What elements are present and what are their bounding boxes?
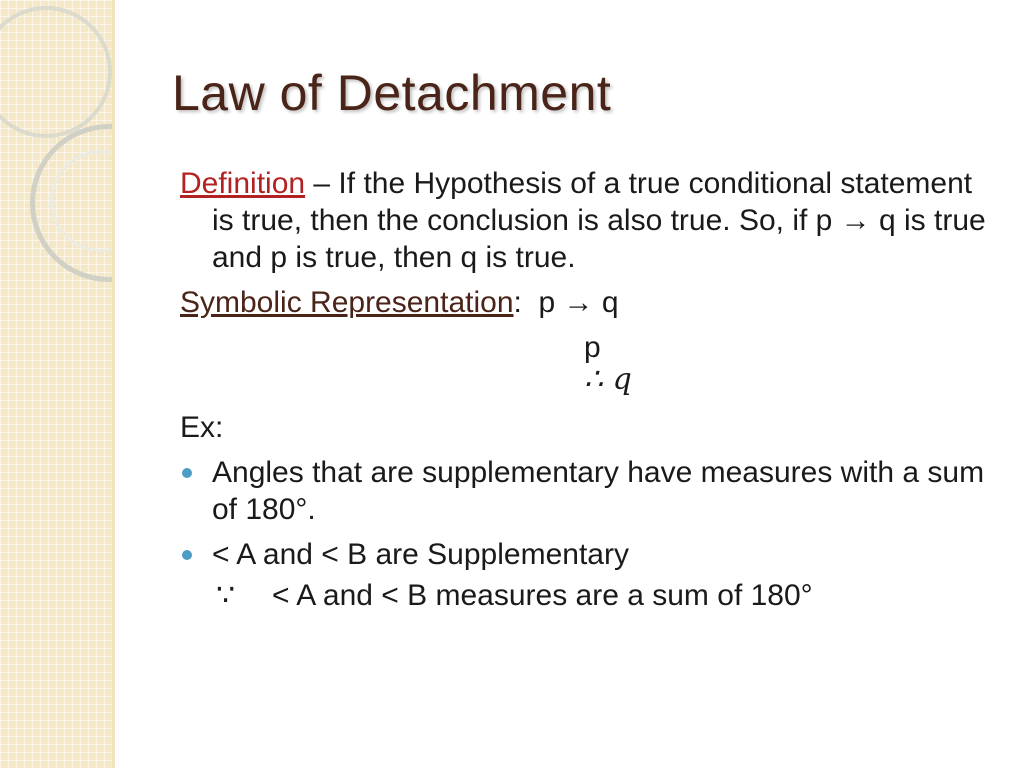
symbolic-conclusion-row bbox=[180, 361, 1000, 401]
bullet-text: Angles that are supplementary have measures with a sum of 180°. bbox=[212, 456, 985, 526]
decorative-sidebar bbox=[0, 0, 112, 768]
definition-term: Definition bbox=[180, 167, 306, 200]
symbolic-line-2-row bbox=[180, 321, 1000, 364]
because-text: < A and < B measures are a sum of 180° bbox=[272, 579, 813, 612]
therefore-symbol: ∴ bbox=[584, 362, 604, 397]
sidebar-edge bbox=[112, 0, 115, 768]
symbolic-term: Symbolic Representation bbox=[180, 286, 514, 319]
bullet-icon bbox=[182, 550, 192, 560]
bullet-text: < A and < B are Supplementary bbox=[212, 538, 629, 571]
because-line bbox=[180, 577, 1000, 614]
conclusion-variable: q bbox=[612, 362, 632, 397]
list-item bbox=[180, 536, 1000, 573]
slide-content bbox=[180, 165, 1000, 614]
slide-title: Law of Detachment bbox=[172, 65, 612, 121]
bullet-icon bbox=[182, 468, 192, 478]
definition-paragraph bbox=[180, 165, 1000, 276]
symbolic-line-1: p → q bbox=[538, 286, 619, 319]
symbolic-paragraph bbox=[180, 284, 1000, 321]
list-item bbox=[180, 454, 1000, 528]
decorative-ring bbox=[0, 6, 112, 138]
example-label: Ex: bbox=[180, 411, 224, 444]
symbolic-colon: : bbox=[513, 286, 522, 319]
definition-text: – If the Hypothesis of a true conditional statement is true, then the conclusion is also true. So, if p → q is true and p is true, then q is true. bbox=[212, 167, 986, 274]
because-symbol: ∵ bbox=[216, 579, 236, 612]
symbolic-line-2: p bbox=[584, 331, 601, 364]
symbolic-conclusion bbox=[584, 361, 632, 398]
